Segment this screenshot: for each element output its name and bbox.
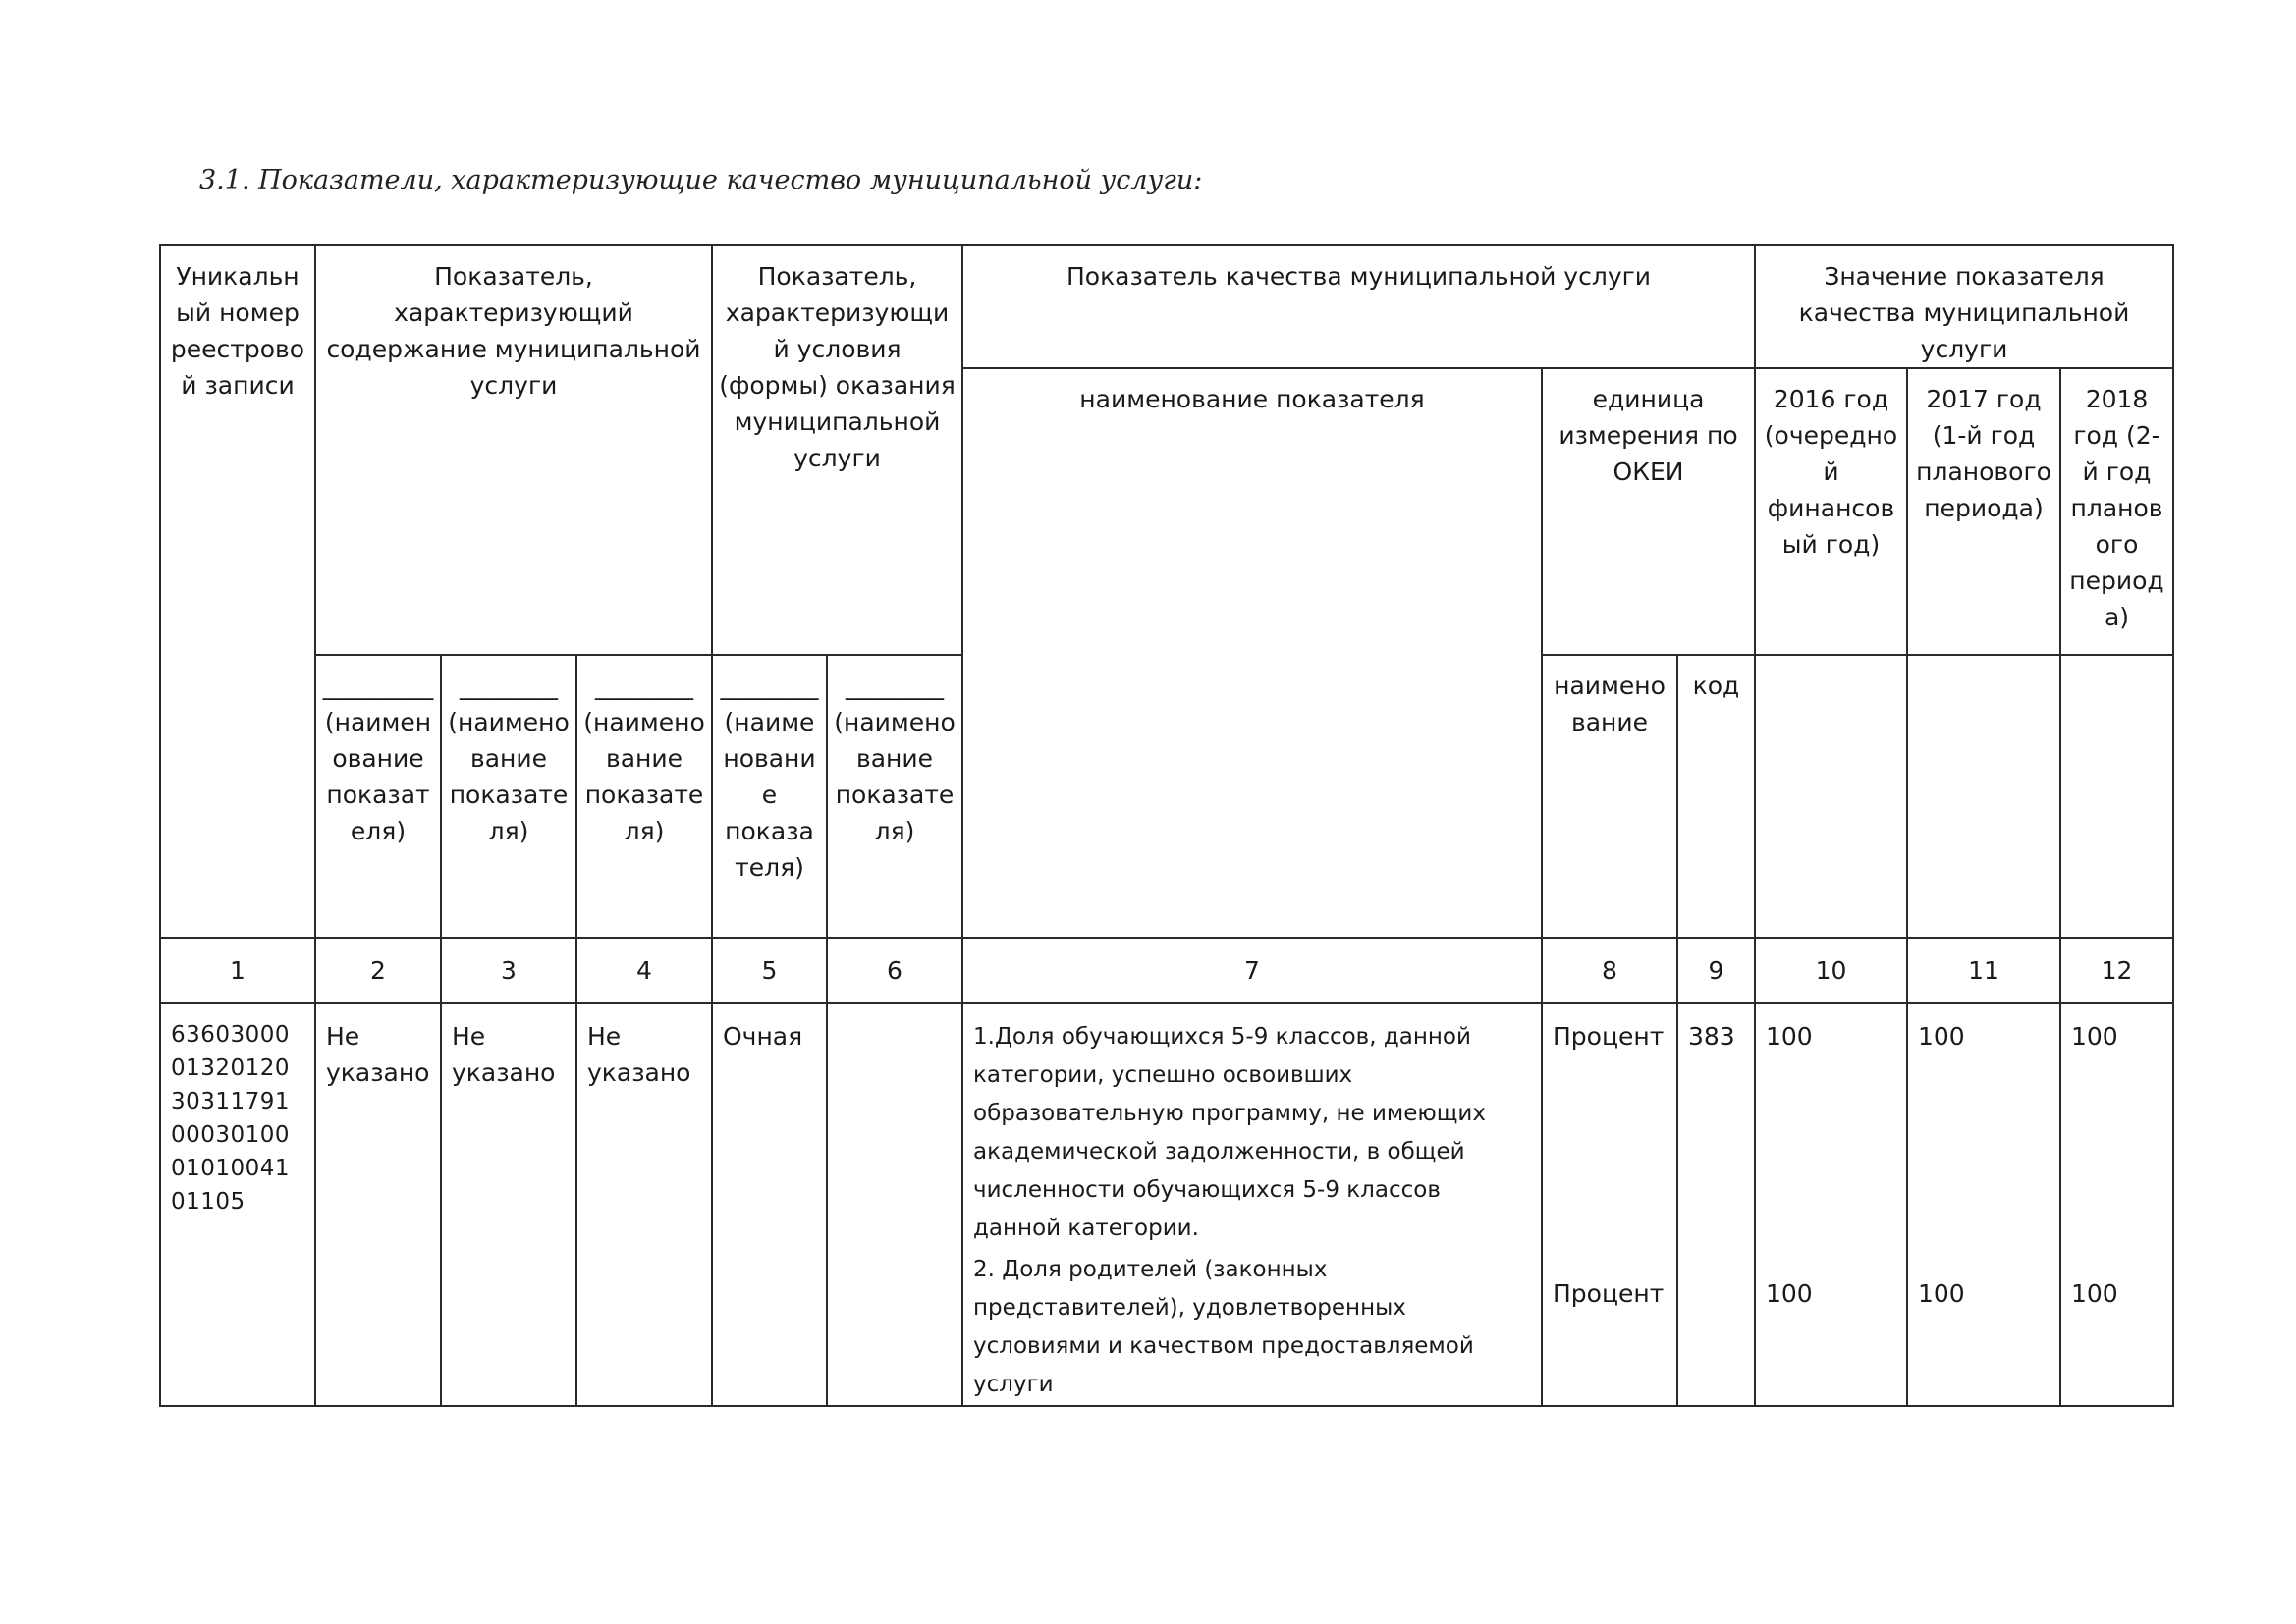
content-indicator-2-cell: Не указано	[441, 1003, 576, 1406]
header-empty-11	[1907, 655, 2060, 938]
header-quality-indicator: Показатель качества муниципальной услуги	[962, 245, 1755, 368]
header-sub-indicator-1: _________ (наименование показателя)	[315, 655, 441, 938]
unit-1-value: Процент	[1553, 1022, 1665, 1051]
indicator-name-cell	[962, 1003, 1542, 1406]
column-number: 2	[315, 938, 441, 1003]
value-2017-2: 100	[1918, 1279, 1965, 1308]
header-sub-indicator-3: ________ (наименование показателя)	[576, 655, 712, 938]
column-number: 4	[576, 938, 712, 1003]
column-number: 6	[827, 938, 962, 1003]
unit-code-cell	[1677, 1003, 1755, 1406]
column-number: 5	[712, 938, 827, 1003]
column-number: 1	[160, 938, 315, 1003]
header-empty-10	[1755, 655, 1907, 938]
header-sub-indicator-5: ________ (наименование показателя)	[827, 655, 962, 938]
code-1-value: 383	[1688, 1022, 1735, 1051]
value-2016-cell	[1755, 1003, 1907, 1406]
header-conditions-indicator: Показатель, характеризующий условия (формы) оказания муниципальной услуги	[712, 245, 962, 655]
spacer	[1766, 1055, 1896, 1275]
quality-indicators-table	[159, 244, 2174, 1407]
header-year-2018: 2018 год (2-й год планового периода)	[2060, 368, 2173, 655]
header-unit-okei: единица измерения по ОКЕИ	[1542, 368, 1755, 655]
header-sub-indicator-4: ________ (наименование показателя)	[712, 655, 827, 938]
indicator-2-text: 2. Доля родителей (законных представителей), удовлетворенных условиями и качеством предоставляемой услуги	[973, 1257, 1474, 1397]
content-indicator-3-cell: Не указано	[576, 1003, 712, 1406]
unit-name-cell	[1542, 1003, 1677, 1406]
value-2016-1: 100	[1766, 1022, 1813, 1051]
column-number: 10	[1755, 938, 1907, 1003]
spacer	[1553, 1055, 1667, 1275]
column-number: 11	[1907, 938, 2060, 1003]
value-2017-1: 100	[1918, 1022, 1965, 1051]
column-number: 9	[1677, 938, 1755, 1003]
header-year-2017: 2017 год (1-й год планового периода)	[1907, 368, 2060, 655]
unit-2-value: Процент	[1553, 1279, 1665, 1308]
header-quality-value: Значение показателя качества муниципальной услуги	[1755, 245, 2173, 368]
header-registry-number: Уникальный номер реестровой записи	[160, 245, 315, 938]
header-unit-code: код	[1677, 655, 1755, 938]
column-number: 8	[1542, 938, 1677, 1003]
header-indicator-name: наименование показателя	[962, 368, 1542, 938]
registry-number-cell: 636030000132012030311791000301000101004101105	[160, 1003, 315, 1406]
spacer	[2071, 1055, 2162, 1275]
value-2017-cell	[1907, 1003, 2060, 1406]
value-2018-1: 100	[2071, 1022, 2118, 1051]
header-content-indicator: Показатель, характеризующий содержание муниципальной услуги	[315, 245, 712, 655]
column-number: 3	[441, 938, 576, 1003]
condition-form-cell: Очная	[712, 1003, 827, 1406]
header-sub-indicator-2: ________ (наименование показателя)	[441, 655, 576, 938]
condition-empty-cell	[827, 1003, 962, 1406]
value-2016-2: 100	[1766, 1279, 1813, 1308]
spacer	[1918, 1055, 2050, 1275]
value-2018-cell	[2060, 1003, 2173, 1406]
content-indicator-1-cell: Не указано	[315, 1003, 441, 1406]
header-unit-name: наименование	[1542, 655, 1677, 938]
column-number: 12	[2060, 938, 2173, 1003]
section-heading: 3.1. Показатели, характеризующие качество муниципальной услуги:	[199, 165, 1203, 195]
column-number: 7	[962, 938, 1542, 1003]
indicator-1-text: 1.Доля обучающихся 5-9 классов, данной категории, успешно освоивших образовательную программу, не имеющих академической задолженности, в общей численности обучающихся 5-9 классов данной категории.	[973, 1024, 1486, 1241]
header-empty-12	[2060, 655, 2173, 938]
value-2018-2: 100	[2071, 1279, 2118, 1308]
header-year-2016: 2016 год (очередной финансовый год)	[1755, 368, 1907, 655]
